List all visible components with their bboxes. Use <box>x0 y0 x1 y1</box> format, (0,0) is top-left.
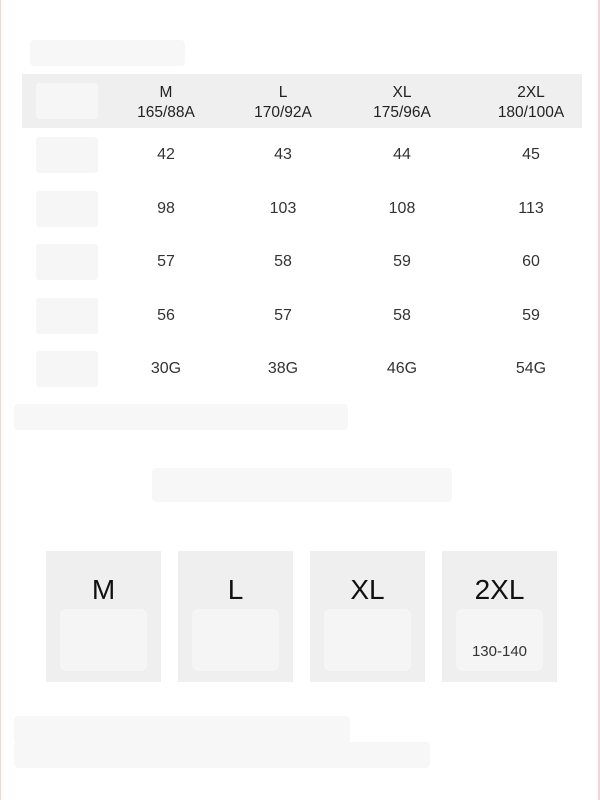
header-size: XL <box>392 84 412 101</box>
header-spec: 170/92A <box>254 104 312 121</box>
footer-note-placeholder <box>14 716 350 744</box>
table-cell: 60 <box>522 253 540 270</box>
table-cell: 46G <box>386 360 418 377</box>
table-cell: 43 <box>274 146 292 163</box>
table-cell: 98 <box>157 199 175 217</box>
table-cell: 108 <box>388 199 416 217</box>
shirt-icon <box>324 609 411 671</box>
table-cell: 113 <box>518 199 544 217</box>
section-title-placeholder <box>152 468 452 502</box>
shirt-icon <box>192 609 279 671</box>
table-cell: 58 <box>393 306 411 324</box>
table-row <box>22 235 582 289</box>
header-size: L <box>278 84 288 101</box>
footer-note-placeholder-2 <box>14 742 430 768</box>
header-label-placeholder <box>36 83 98 119</box>
table-cell: 54G <box>515 360 547 377</box>
table-row <box>22 289 582 343</box>
row-label-placeholder <box>36 191 98 227</box>
shirt-icon <box>60 609 147 671</box>
row-label-placeholder <box>36 298 98 334</box>
header-spec: 175/96A <box>373 104 431 121</box>
table-row <box>22 182 582 236</box>
header-size: M <box>159 84 173 101</box>
header-size: 2XL <box>517 84 545 101</box>
shirt-icon <box>456 609 543 671</box>
size-card-l <box>178 551 293 682</box>
row-label-placeholder <box>36 351 98 387</box>
title-placeholder <box>30 40 185 66</box>
card-size-label: XL <box>350 574 385 605</box>
row-label-placeholder <box>36 244 98 280</box>
header-cell-2xl <box>476 83 586 123</box>
size-card-m <box>46 551 161 682</box>
header-cell-l <box>228 83 338 123</box>
card-size-label: M <box>91 574 116 605</box>
page-edge-left <box>0 0 1 800</box>
row-label-placeholder <box>36 137 98 173</box>
header-spec: 165/88A <box>137 104 195 121</box>
table-cell: 44 <box>393 146 411 163</box>
card-range-label: 130-140 <box>471 643 528 660</box>
table-cell: 45 <box>522 146 540 163</box>
size-card-2xl <box>442 551 557 682</box>
table-cell: 58 <box>274 253 292 270</box>
table-row <box>22 128 582 182</box>
note-placeholder <box>14 404 348 430</box>
table-cell: 59 <box>393 253 411 270</box>
header-spec: 180/100A <box>497 104 565 121</box>
table-cell: 57 <box>157 253 175 270</box>
card-size-label: 2XL <box>474 574 525 605</box>
table-cell: 59 <box>522 306 540 324</box>
table-cell: 30G <box>150 360 182 377</box>
table-header-row <box>22 74 582 128</box>
table-row <box>22 342 582 396</box>
table-cell: 42 <box>157 146 175 163</box>
table-cell: 38G <box>267 360 299 377</box>
size-card-xl <box>310 551 425 682</box>
table-cell: 56 <box>157 306 175 324</box>
size-chart-table <box>22 74 582 396</box>
header-cell-m <box>111 83 221 123</box>
table-cell: 103 <box>269 199 297 217</box>
header-cell-xl <box>347 83 457 123</box>
card-size-label: L <box>227 574 244 605</box>
table-cell: 57 <box>274 306 292 324</box>
